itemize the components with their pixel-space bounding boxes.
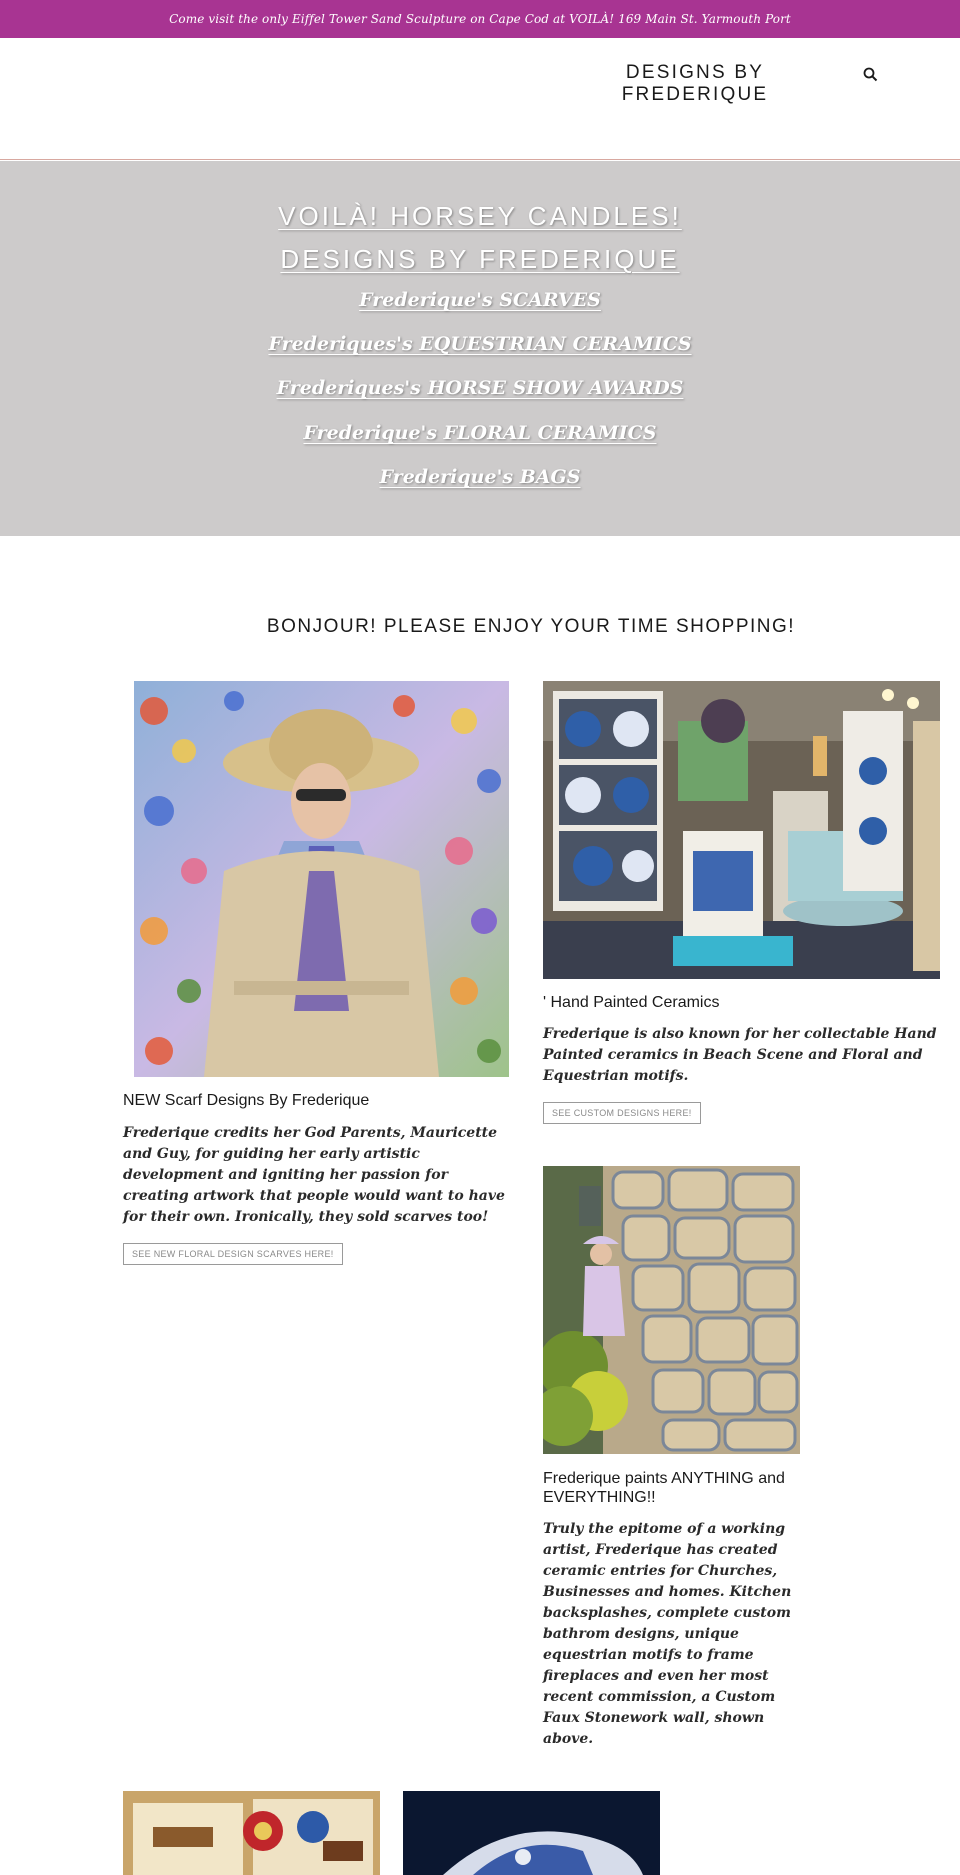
scarf-model-photo[interactable] xyxy=(134,681,509,1077)
horse-show-awards-photo[interactable] xyxy=(123,1791,380,1875)
horse-show-awards-image xyxy=(123,1791,380,1875)
card-text-paints-anything: Truly the epitome of a working artist, Frederique has created ceramic entries for Churches, Businesses and homes. Kitchen backsplashes, complete custom bathrom designs, unique equestrian motifs to frame fireplaces and even her most recent commission, a Custom Faux Stonework wall, shown above. xyxy=(543,1521,792,1747)
logo-line-1: DESIGNS BY xyxy=(625,62,765,83)
blue-ceramic-image xyxy=(403,1791,660,1875)
announcement-text[interactable]: Come visit the only Eiffel Tower Sand Sculpture on Cape Cod at VOILÀ! 169 Main St. Yarmouth Port xyxy=(169,12,791,26)
ceramics-shop-image xyxy=(543,681,940,979)
hero-link-designs[interactable]: DESIGNS BY FREDERIQUE xyxy=(280,244,680,274)
site-logo[interactable] xyxy=(590,62,800,106)
ceramics-shop-photo[interactable] xyxy=(543,681,940,979)
hero-link-bags[interactable]: Frederique's BAGS xyxy=(379,466,581,488)
stonework-wall-photo[interactable] xyxy=(543,1166,800,1454)
card-text-ceramics: Frederique is also known for her collectable Hand Painted ceramics in Beach Scene and Floral and Equestrian motifs. xyxy=(543,1026,937,1084)
hero-link-scarves[interactable]: Frederique's SCARVES xyxy=(359,289,601,311)
scarf-model-image xyxy=(134,681,509,1077)
logo-line-2: FREDERIQUE xyxy=(621,84,769,105)
hero-banner xyxy=(0,161,960,536)
blue-ceramic-photo[interactable] xyxy=(403,1791,660,1875)
stonework-wall-image xyxy=(543,1166,800,1454)
hero-link-equestrian-ceramics[interactable]: Frederiques's EQUESTRIAN CERAMICS xyxy=(268,333,692,355)
card-title-paints-anything: Frederique paints ANYTHING and EVERYTHING!! xyxy=(543,1470,785,1506)
see-floral-scarves-button[interactable]: SEE NEW FLORAL DESIGN SCARVES HERE! xyxy=(123,1243,343,1265)
site-header xyxy=(0,38,960,160)
card-title-scarves: NEW Scarf Designs By Frederique xyxy=(123,1092,370,1109)
announcement-bar[interactable] xyxy=(0,0,960,38)
hero-link-horsey-candles[interactable]: VOILÀ! HORSEY CANDLES! xyxy=(278,201,682,231)
hero-link-horse-show-awards[interactable]: Frederiques's HORSE SHOW AWARDS xyxy=(276,377,684,399)
card-text-scarves: Frederique credits her God Parents, Mauricette and Guy, for guiding her early artistic development and igniting her passion for creating artwork that people would want to have for their own. Ironically, they sold scarves too! xyxy=(123,1125,505,1225)
search-button[interactable] xyxy=(862,66,880,84)
see-custom-designs-button[interactable]: SEE CUSTOM DESIGNS HERE! xyxy=(543,1102,701,1124)
welcome-heading: BONJOUR! PLEASE ENJOY YOUR TIME SHOPPING! xyxy=(266,616,796,637)
hero-link-floral-ceramics[interactable]: Frederique's FLORAL CERAMICS xyxy=(303,422,657,444)
card-title-ceramics: ' Hand Painted Ceramics xyxy=(543,994,720,1011)
search-icon xyxy=(862,66,880,84)
